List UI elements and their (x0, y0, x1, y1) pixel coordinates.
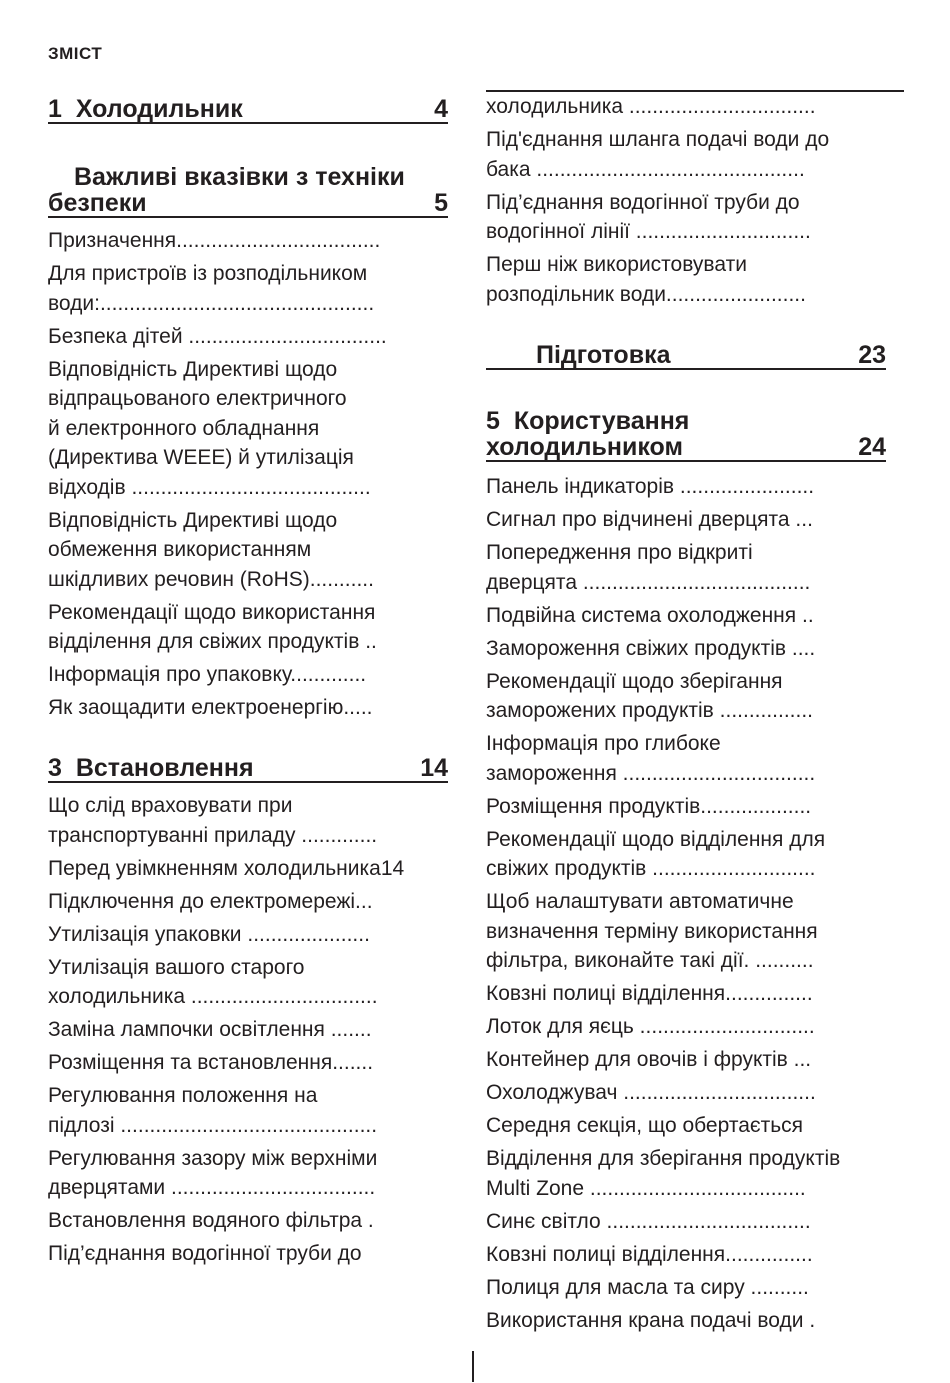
toc-entry-line[interactable]: Ковзні полиці відділення............... (486, 982, 813, 1005)
section-page: 23 (858, 341, 886, 369)
toc-entry-line[interactable]: Як заощадити електроенергію..... (48, 696, 373, 719)
toc-entry-line[interactable]: холодильника ................................ (486, 95, 816, 118)
toc-entry-line[interactable]: Інформація про глибоке (486, 732, 721, 755)
toc-section-5-entries (486, 472, 840, 1335)
section-page: 24 (858, 433, 886, 461)
toc-entry-line[interactable]: Подвійна система охолодження .. (486, 603, 814, 627)
toc-entry-line[interactable]: холодильника ................................ (48, 985, 378, 1008)
section-title-line1: Користування (513, 407, 690, 435)
section-number: 3 (48, 754, 62, 782)
page-center-rule (472, 1351, 474, 1382)
section-title-line1: Важливі вказівки з техніки (74, 163, 405, 191)
toc-entry-line[interactable]: Полиця для масла та сиру .......... (486, 1275, 809, 1299)
toc-entry-line[interactable]: відділення для свіжих продуктів .. (48, 630, 377, 653)
toc-entry-line[interactable]: води:............................................... (48, 291, 375, 315)
toc-entry-line[interactable]: відходів ......................................... (48, 475, 371, 499)
toc-entry-line[interactable]: Розміщення продуктів................... (486, 794, 812, 818)
toc-entry-line[interactable]: Відповідність Директиві щодо (48, 357, 338, 381)
toc-entry-line[interactable]: Multi Zone ..................................... (486, 1176, 806, 1200)
toc-entry-line[interactable]: Панель індикаторів ....................... (486, 475, 815, 498)
toc-entry-line[interactable]: Рекомендації щодо використання (48, 600, 376, 624)
toc-entry-line[interactable]: Призначення................................... (48, 229, 381, 252)
toc-entry-line[interactable]: дверцятами ................................... (48, 1176, 376, 1199)
toc-entry-line[interactable]: Щоб налаштувати автоматичне (486, 890, 794, 913)
toc-entry-line[interactable]: Заміна лампочки освітлення ....... (48, 1018, 372, 1041)
section-number: 5 (486, 407, 500, 435)
section-title-line2: холодильником (486, 433, 683, 461)
toc-entry-line[interactable]: Перед увімкненням холодильника14 (48, 856, 405, 880)
toc-entry-line[interactable]: Рекомендації щодо зберігання (486, 669, 783, 693)
toc-entry-line[interactable]: (Директива WEEE) й утилізація (48, 446, 354, 469)
toc-entry-line[interactable]: Контейнер для овочів і фруктів ... (486, 1048, 812, 1071)
toc-entry-line[interactable]: Замороження свіжих продуктів .... (486, 636, 816, 660)
toc-section-5-heading[interactable] (486, 408, 886, 462)
toc-entry-line[interactable]: Синє світло ................................... (486, 1209, 811, 1233)
toc-entry-line[interactable]: Під’єднання водогінної труби до (486, 190, 800, 214)
toc-entry-line[interactable]: Встановлення водяного фільтра . (48, 1209, 374, 1232)
toc-entry-line[interactable]: Сигнал про відчинені дверцята ... (486, 508, 813, 531)
section-page: 4 (434, 95, 448, 123)
toc-section-2-entries (48, 226, 387, 723)
toc-entry-line[interactable]: дверцята ....................................... (486, 570, 811, 594)
toc-section-3-entries (48, 791, 404, 1269)
toc-entry-line[interactable]: Інформація про упаковку............. (48, 663, 367, 686)
toc-continued-entries (486, 92, 829, 309)
toc-entry-line[interactable]: Безпека дітей .................................. (48, 324, 387, 348)
toc-entry-line[interactable]: Рекомендації щодо відділення для (486, 827, 826, 851)
toc-entry-line[interactable]: Утилізація вашого старого (48, 955, 305, 979)
toc-entry-line[interactable]: Попередження про відкриті (486, 541, 753, 564)
toc-entry-line[interactable]: Відділення для зберігання продуктів (486, 1147, 841, 1170)
toc-entry-line[interactable]: обмеження використанням (48, 538, 312, 561)
toc-entry-line[interactable]: Регулювання зазору між верхніми (48, 1146, 378, 1170)
toc-entry-line[interactable]: визначення терміну використання (486, 919, 818, 943)
toc-entry-line[interactable]: водогінної лінії .............................. (486, 220, 811, 243)
toc-entry-line[interactable]: Використання крана подачі води . (486, 1308, 816, 1332)
toc-entry-line[interactable]: Що слід враховувати при (48, 794, 293, 817)
toc-entry-line[interactable]: замороження ................................. (486, 761, 816, 785)
toc-entry-line[interactable]: Регулювання положення на (48, 1084, 318, 1107)
toc-section-4-heading[interactable] (486, 342, 886, 370)
toc-entry-line[interactable]: Перш ніж використовувати (486, 253, 747, 276)
section-title: Встановлення (75, 754, 254, 782)
section-title-line2: безпеки (48, 189, 147, 217)
toc-entry-line[interactable]: відпрацьованого електричного (48, 387, 347, 410)
toc-entry-line[interactable]: Відповідність Директиві щодо (48, 508, 338, 532)
toc-entry-line[interactable]: транспортуванні приладу ............. (48, 823, 378, 847)
section-title: Холодильник (75, 95, 243, 123)
toc-entry-line[interactable]: Під’єднання водогінної труби до (48, 1242, 362, 1265)
toc-section-2-heading[interactable] (48, 164, 448, 218)
toc-entry-line[interactable]: Розміщення та встановлення....... (48, 1051, 374, 1074)
toc-entry-line[interactable]: розподільник води........................ (486, 282, 806, 306)
toc-section-3-heading[interactable] (48, 755, 448, 783)
toc-entry-line[interactable]: Ковзні полиці відділення............... (486, 1242, 813, 1266)
toc-entry-line[interactable]: Середня секція, що обертається (486, 1114, 804, 1137)
toc-entry-line[interactable]: шкідливих речовин (RoHS)........... (48, 567, 374, 591)
page-header: ЗМІСТ (48, 44, 103, 63)
section-title: Підготовка (536, 341, 671, 369)
toc-entry-line[interactable]: Утилізація упаковки ..................... (48, 922, 370, 946)
toc-entry-line[interactable]: бака .............................................. (486, 157, 805, 181)
toc-entry-line[interactable]: підлозі ............................................ (48, 1113, 378, 1137)
toc-entry-line[interactable]: Для пристроїв із розподільником (48, 262, 368, 285)
section-number: 1 (48, 95, 62, 123)
toc-entry-line[interactable]: свіжих продуктів ............................ (486, 857, 816, 880)
toc-entry-line[interactable]: фільтра, виконайте такі дії. .......... (486, 949, 814, 972)
toc-entry-line[interactable]: заморожених продуктів ................ (486, 699, 814, 722)
toc-entry-line[interactable]: й електронного обладнання (48, 416, 320, 440)
toc-entry-line[interactable]: Під'єднання шланга подачі води до (486, 128, 830, 151)
toc-entry-line[interactable]: Підключення до електромережі... (48, 889, 373, 913)
toc-section-1-heading[interactable] (48, 96, 448, 124)
section-page: 14 (420, 754, 448, 782)
toc-entry-line[interactable]: Охолоджувач ................................. (486, 1081, 816, 1104)
toc-entry-line[interactable]: Лоток для яєць .............................. (486, 1015, 815, 1038)
section-page: 5 (434, 189, 448, 217)
